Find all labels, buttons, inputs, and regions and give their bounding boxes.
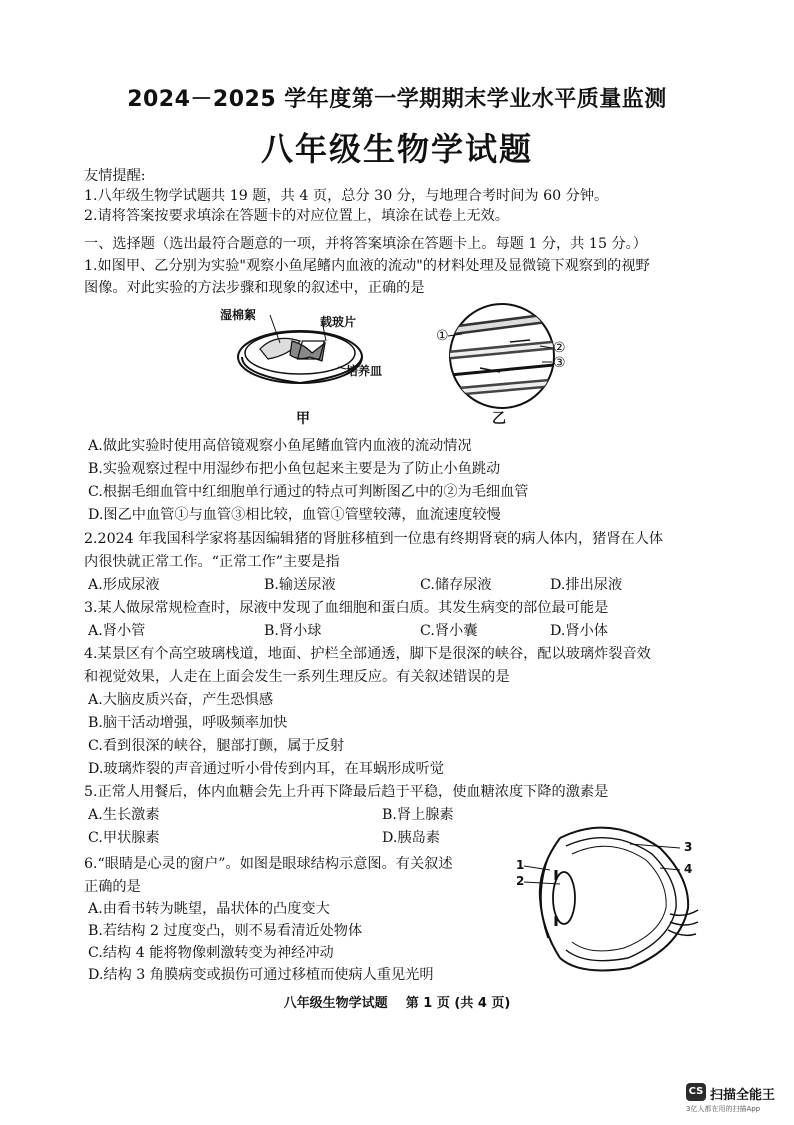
section-heading: 一、选择题（选出最符合题意的一项，并将答案填涂在答题卡上。每题 1 分，共 15 分。）: [84, 236, 647, 252]
question-option: C.甲状腺素: [88, 830, 160, 846]
question-stem: 图像。对此实验的方法步骤和现象的叙述中，正确的是: [84, 280, 425, 296]
question-option: D.玻璃炸裂的声音通过听小骨传到内耳，在耳蜗形成听觉: [88, 761, 444, 777]
exam-title: 2024－2025 学年度第一学期期末学业水平质量监测: [127, 87, 667, 112]
question-option: C.结构 4 能将物像刺激转变为神经冲动: [88, 945, 334, 961]
question-stem: 2.2024 年我国科学家将基因编辑猪的肾脏移植到一位患有终期肾衰的病人体内，猪肾在人体: [84, 531, 664, 547]
question-option: C.看到很深的峡谷，腿部打颤，属于反射: [88, 738, 345, 754]
label-vessel-3: ③: [553, 355, 566, 371]
question-stem: 和视觉效果，人走在上面会发生一系列生理反应。有关叙述错误的是: [84, 669, 510, 685]
label-vessel-1: ①: [436, 328, 449, 344]
question-option: B.肾小球: [264, 623, 322, 639]
watermark-app-name: 扫描全能王: [710, 1088, 776, 1103]
eye-label-2: 2: [516, 874, 525, 888]
question-stem: 6.“眼睛是心灵的窗户”。如图是眼球结构示意图。有关叙述: [84, 856, 453, 872]
question-option: A.由看书转为眺望，晶状体的凸度变大: [88, 901, 330, 917]
eye-label-3: 3: [684, 840, 693, 854]
figure-eyeball: [520, 818, 700, 978]
question-option: C.储存尿液: [420, 577, 492, 593]
question-option: D.结构 3 角膜病变或损伤可通过移植而使病人重见光明: [88, 967, 434, 983]
question-option: B.实验观察过程中用湿纱布把小鱼包起来主要是为了防止小鱼跳动: [88, 461, 501, 477]
watermark-tagline: 3亿人都在用的扫描App: [686, 1105, 761, 1113]
figure-microscope-field: [430, 302, 570, 412]
question-option: B.输送尿液: [264, 577, 336, 593]
question-option: B.脑干活动增强，呼吸频率加快: [88, 715, 288, 731]
notice-line: 1.八年级生物学试题共 19 题，共 4 页，总分 30 分，与地理合考时间为 60 分钟。: [84, 188, 609, 204]
question-option: D.排出尿液: [550, 577, 623, 593]
label-wet-cotton: 湿棉絮: [220, 308, 257, 322]
label-glass-slide: 载玻片: [320, 315, 357, 329]
question-option: D.胰岛素: [382, 830, 440, 846]
label-vessel-2: ②: [553, 340, 566, 356]
question-option: C.根据毛细血管中红细胞单行通过的特点可判断图乙中的②为毛细血管: [88, 484, 529, 500]
question-stem: 正确的是: [84, 879, 141, 895]
question-option: A.肾小管: [88, 623, 146, 639]
question-option: A.生长激素: [88, 807, 160, 823]
footer-exam-name: 八年级生物学试题: [283, 996, 388, 1011]
question-option: C.肾小囊: [420, 623, 478, 639]
eye-label-4: 4: [684, 862, 693, 876]
question-option: B.肾上腺素: [382, 807, 454, 823]
eye-label-1: 1: [516, 858, 525, 872]
question-option: A.形成尿液: [88, 577, 160, 593]
exam-subtitle: 八年级生物学试题: [260, 130, 533, 168]
question-stem: 3.某人做尿常规检查时，尿液中发现了血细胞和蛋白质。其发生病变的部位最可能是: [84, 600, 609, 616]
notice-line: 2.请将答案按要求填涂在答题卡的对应位置上，填涂在试卷上无效。: [84, 208, 509, 224]
question-option: B.若结构 2 过度变凸，则不易看清近处物体: [88, 923, 363, 939]
question-stem: 4.某景区有个高空玻璃栈道，地面、护栏全部通透，脚下是很深的峡谷，配以玻璃炸裂音效: [84, 646, 651, 662]
notice-heading: 友情提醒:: [84, 168, 146, 184]
figure-caption-yi: 乙: [492, 411, 506, 427]
question-stem: 内很快就正常工作。“正常工作”主要是指: [84, 554, 340, 570]
footer-page-number: 第 1 页 (共 4 页): [405, 996, 511, 1011]
label-culture-dish: 培养皿: [346, 364, 383, 378]
question-stem: 1.如图甲、乙分别为实验"观察小鱼尾鳍内血液的流动"的材料处理及显微镜下观察到的视野: [84, 258, 650, 274]
question-option: A.做此实验时使用高倍镜观察小鱼尾鳍血管内血液的流动情况: [88, 438, 472, 454]
question-option: A.大脑皮质兴奋，产生恐惧感: [88, 692, 274, 708]
question-stem: 5.正常人用餐后，体内血糖会先上升再下降最后趋于平稳，使血糖浓度下降的激素是: [84, 784, 609, 800]
question-option: D.图乙中血管①与血管③相比较，血管①管壁较薄，血流速度较慢: [88, 507, 501, 523]
question-option: D.肾小体: [550, 623, 608, 639]
page-footer: [0, 992, 794, 1011]
camscanner-logo-icon: CS: [686, 1083, 706, 1101]
figure-caption-jia: 甲: [296, 411, 310, 427]
